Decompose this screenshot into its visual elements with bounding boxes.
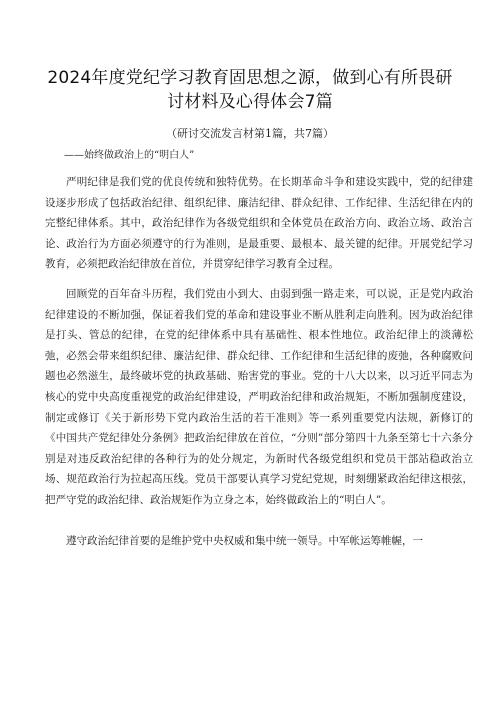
document-subtitle: （研讨交流发言材第1篇，共7篇） [166, 127, 334, 140]
document-tagline: ——始终做政治上的“明白人” [64, 150, 195, 161]
paragraph-1: 严明纪律是我们党的优良传统和独特优势。在长期革命斗争和建设实践中，党的纪律建设逐步形成了包括政治纪律、组织纪律、廉洁纪律、群众纪律、工作纪律、生活纪律在内的完整纪律体系。其中，政治纪律作为各级党组织和全体党员在政治方向、政治立场、政治言论、政治行为方面必须遵守的行为准则，是最重要、最根本、最关键的纪律。开展党纪学习教育，必须把政治纪律放在首位，并贯穿纪律学习教育全过程。 [45, 176, 473, 271]
paragraph-3: 遵守政治纪律首要的是维护党中央权威和集中统一领导。中军帐运筹帷幄，一 [66, 534, 423, 547]
document-title: 2024年度党纪学习教育固思想之源，做到心有所畏研讨材料及心得体会7篇 [47, 68, 453, 112]
document-body [45, 172, 473, 551]
paragraph-2: 回顾党的百年奋斗历程，我们党由小到大、由弱到强一路走来，可以说，正是党内政治纪律建设的不断加强，保证着我们党的革命和建设事业不断从胜利走向胜利。因为政治纪律是打头、管总的纪律，在党的纪律体系中具有基础性、根本性地位。政治纪律上的淡薄松弛，必然会带来组织纪律、廉洁纪律、群众纪律、工作纪律和生活纪律的废弛，各种腐败问题也必然滋生，最终破坏党的执政基础、贻害党的事业。党的十八大以来，以习近平同志为核心的党中央高度重视党的政治纪律建设，严明政治纪律和政治规矩，不断加强制度建设，制定或修订《关于新形势下党内政治生活的若干准则》等一系列重要党内法规，新修订的《中国共产党纪律处分条例》把政治纪律放在首位，“分则”部分第四十九条至第七十六条分别是对违反政治纪律的各种行为的处分规定，为新时代各级党组织和党员干部站稳政治立场、规范政治行为拉起高压线。党员干部要认真学习党纪党规，时刻绷紧政治纪律这根弦，把严守党的政治纪律、政治规矩作为立身之本，始终做政治上的“明白人”。 [45, 287, 473, 506]
